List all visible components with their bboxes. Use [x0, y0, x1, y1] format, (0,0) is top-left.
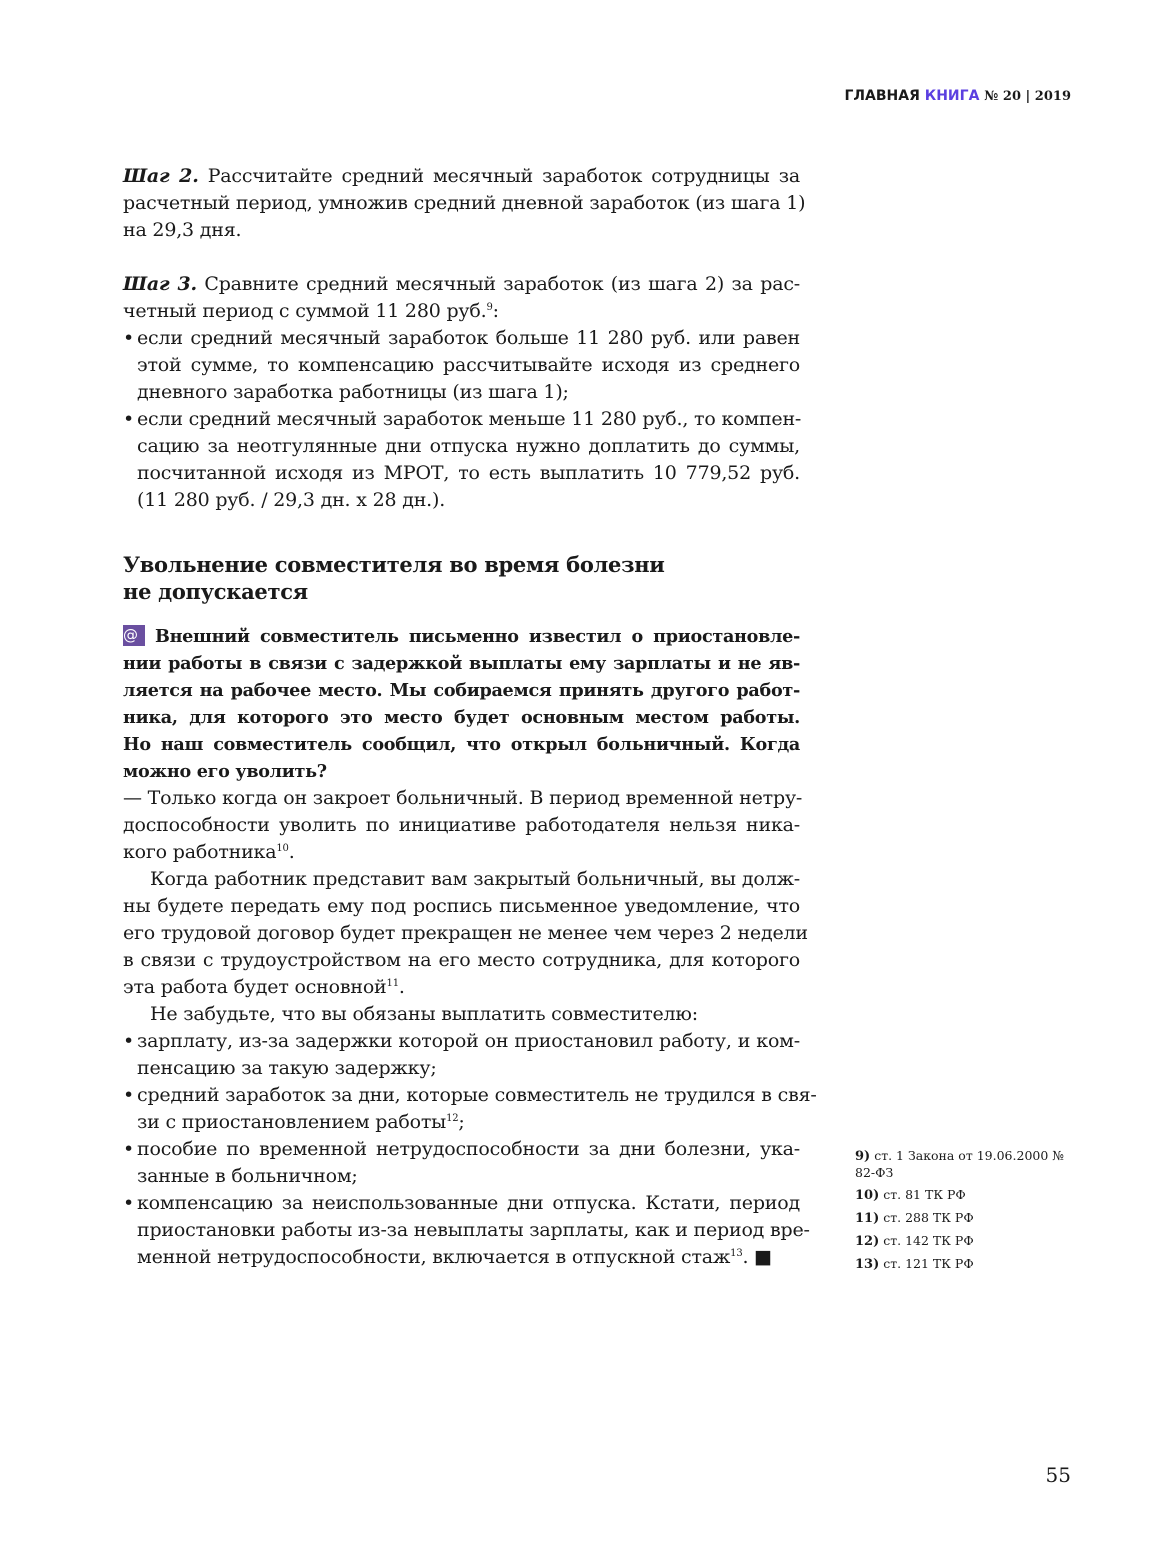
text-line	[123, 893, 800, 920]
line-text: Не забудьте, что вы обязаны выплатить совместителю:	[150, 1003, 698, 1025]
line-text: — Только когда он закроет больничный. В период временной нетру-	[123, 787, 803, 809]
footnote-ref: 13	[730, 1248, 743, 1259]
step-label: Шаг 3.	[123, 273, 197, 295]
line-text: ны будете передать ему под роспись письменное уведомление, что	[123, 895, 800, 917]
line-text: этой сумме, то компенсацию рассчитывайте исходя из среднего	[137, 354, 800, 376]
text-line	[123, 839, 800, 866]
line-text: (11 280 руб. / 29,3 дн. х 28 дн.).	[137, 489, 446, 511]
line-text: занные в больничном;	[137, 1165, 358, 1187]
line-tail: :	[492, 300, 499, 322]
text-line	[123, 1055, 800, 1082]
text-line	[123, 433, 800, 460]
text-line	[123, 731, 800, 758]
line-text: нии работы в связи с задержкой выплаты ему зарплаты и не яв-	[123, 653, 800, 674]
line-tail: ;	[458, 1111, 465, 1133]
line-tail: .	[288, 841, 295, 863]
footnote-ref: 9	[486, 302, 493, 313]
line-tail: .	[398, 976, 405, 998]
footnote-ref: 10	[276, 843, 289, 854]
text-line	[123, 866, 800, 893]
text-line	[123, 1001, 800, 1028]
text-line	[123, 352, 800, 379]
footnote-ref: 12	[446, 1113, 459, 1124]
line-text: менной нетрудоспособности, включается в отпускной стаж	[137, 1246, 731, 1268]
line-text: не допускается	[123, 579, 308, 604]
line-text: эта работа будет основной	[123, 976, 387, 998]
issue-number: № 20 | 2019	[984, 89, 1071, 104]
line-text: в связи с трудоустройством на его место сотрудника, для которого	[123, 949, 800, 971]
line-text: зи с приостановлением работы	[137, 1111, 447, 1133]
running-header	[845, 88, 1072, 104]
line-text: можно его уволить?	[123, 761, 327, 782]
text-line	[123, 163, 800, 190]
text-line	[123, 379, 800, 406]
line-text: Когда работник представит вам закрытый больничный, вы долж-	[150, 868, 800, 890]
line-text: пенсацию за такую задержку;	[137, 1057, 437, 1079]
line-text: если средний месячный заработок меньше 11 280 руб., то компен-	[137, 408, 802, 430]
text-line	[123, 785, 803, 812]
text-line	[123, 1244, 800, 1271]
at-sign-icon: @	[123, 625, 145, 646]
line-text: ляется на рабочее место. Мы собираемся принять другого работ-	[123, 680, 800, 701]
text-line	[123, 551, 800, 578]
text-line	[123, 947, 800, 974]
line-text: компенсацию за неиспользованные дни отпуска. Кстати, период	[137, 1192, 800, 1214]
text-line	[123, 920, 808, 947]
text-line	[123, 758, 800, 785]
text-line	[123, 190, 806, 217]
line-text: приостановки работы из-за невыплаты зарплаты, как и период вре-	[137, 1219, 810, 1241]
step-2	[123, 163, 806, 244]
page-number: 55	[1045, 1463, 1071, 1487]
text-line	[123, 271, 800, 298]
step-3	[123, 271, 800, 514]
section-heading	[123, 551, 800, 605]
line-text: средний заработок за дни, которые совместитель не трудился в свя-	[137, 1084, 817, 1106]
line-text: расчетный период, умножив средний дневной заработок (из шага 1)	[123, 192, 806, 214]
text-line	[123, 704, 800, 731]
text-line	[123, 650, 800, 677]
line-text: четный период с суммой 11 280 руб.	[123, 300, 487, 322]
footnote: 10) ст. 81 ТК РФ	[855, 1187, 966, 1203]
line-text: дневного заработка работницы (из шага 1);	[137, 381, 569, 403]
text-line	[123, 460, 800, 487]
footnote: 11) ст. 288 ТК РФ	[855, 1210, 974, 1226]
answer	[123, 785, 817, 1271]
line-text: сацию за неотгулянные дни отпуска нужно доплатить до суммы,	[137, 435, 800, 457]
line-text: его трудовой договор будет прекращен не менее чем через 2 недели	[123, 922, 808, 944]
line-text: посчитанной исходя из МРОТ, то есть выплатить 10 779,52 руб.	[137, 462, 800, 484]
line-text: на 29,3 дня.	[123, 219, 242, 241]
footnote: 9) ст. 1 Закона от 19.06.2000 № 82-ФЗ	[855, 1148, 1065, 1180]
line-text: зарплату, из-за задержки которой он приостановил работу, и ком-	[137, 1030, 800, 1052]
question	[123, 623, 800, 785]
text-line	[123, 578, 800, 605]
line-text: Рассчитайте средний месячный заработок сотрудницы за	[198, 165, 800, 187]
line-text: Увольнение совместителя во время болезни	[123, 552, 665, 577]
footnote: 13) ст. 121 ТК РФ	[855, 1256, 974, 1272]
line-text: Но наш совместитель сообщил, что открыл больничный. Когда	[123, 734, 800, 755]
bullet-line	[123, 1190, 800, 1217]
bullet-line	[123, 325, 800, 352]
bullet-line	[123, 406, 800, 433]
text-line	[123, 677, 800, 704]
text-line	[123, 623, 800, 650]
bullet-line	[123, 1028, 800, 1055]
text-line	[123, 487, 800, 514]
footnote: 12) ст. 142 ТК РФ	[855, 1233, 974, 1249]
line-text: доспособности уволить по инициативе работодателя нельзя ника-	[123, 814, 800, 836]
line-text: ника, для которого это место будет основным местом работы.	[123, 707, 800, 728]
line-text: пособие по временной нетрудоспособности за дни болезни, ука-	[137, 1138, 800, 1160]
step-label: Шаг 2.	[123, 165, 199, 187]
text-line	[123, 298, 800, 325]
line-text: кого работника	[123, 841, 277, 863]
text-line	[123, 974, 800, 1001]
line-text: Внешний совместитель письменно известил о приостановле-	[155, 626, 800, 647]
text-line	[123, 812, 800, 839]
bullet-line	[123, 1082, 817, 1109]
text-line	[123, 1163, 800, 1190]
footnote-ref: 11	[386, 978, 399, 989]
brand-part1: ГЛАВНАЯ	[844, 88, 920, 104]
brand-part2: КНИГА	[924, 88, 980, 104]
footnotes	[855, 1148, 1065, 1279]
line-text: если средний месячный заработок больше 11 280 руб. или равен	[137, 327, 800, 349]
bullet-line	[123, 1136, 800, 1163]
text-line	[123, 1109, 800, 1136]
text-line	[123, 1217, 810, 1244]
line-tail: . ■	[742, 1246, 772, 1268]
line-text: Сравните средний месячный заработок (из шага 2) за рас-	[196, 273, 800, 295]
text-line	[123, 217, 800, 244]
